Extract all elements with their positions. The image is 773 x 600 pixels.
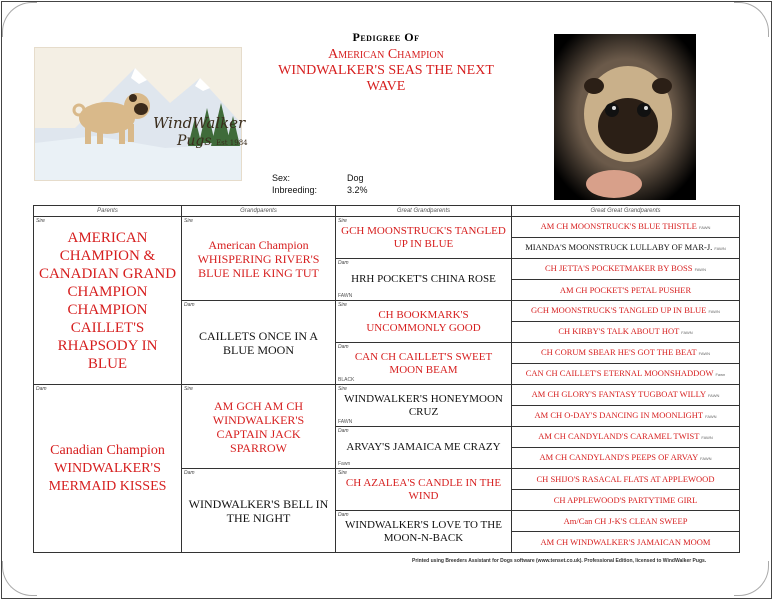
- dam-tag: Dam: [338, 260, 349, 266]
- parent-sire: [34, 217, 182, 385]
- dog-photo: [554, 34, 696, 200]
- great-grandparent-cell: [336, 343, 512, 385]
- great-grandparent-name: ARVAY'S JAMAICA ME CRAZY: [346, 441, 501, 453]
- grandparent-name: WINDWALKER'S BELL IN THE NIGHT: [188, 496, 329, 525]
- logo-name-line2: Pugs: [177, 133, 212, 149]
- ggg-name: CAN CH CAILLET'S ETERNAL MOONSHADDOW: [525, 368, 714, 378]
- grandparent-cell: [182, 301, 336, 385]
- grandparent-title: American Champion: [208, 237, 309, 252]
- dam-tag: Dam: [184, 302, 195, 308]
- ggg-color: FAWN: [699, 225, 711, 230]
- dog-name: WINDWALKER'S SEAS THE NEXT WAVE: [278, 63, 494, 94]
- inbreeding-value: 3.2%: [347, 185, 368, 195]
- ggg-name: CH APPLEWOOD'S PARTYTIME GIRL: [553, 495, 698, 505]
- pedigree-table: [33, 205, 740, 553]
- ggg-color: FAWN: [700, 456, 712, 461]
- sire-tag: Sire: [338, 470, 347, 476]
- pedigree-of-label: Pedigree Of: [352, 30, 420, 44]
- ggg-color: FAWN: [708, 309, 720, 314]
- great-grandparent-name: GCH MOONSTRUCK'S TANGLED UP IN BLUE: [341, 224, 506, 250]
- ggg-name: AM CH WINDWALKER'S JAMAICAN MOOM: [540, 537, 711, 547]
- ggg-name: GCH MOONSTRUCK'S TANGLED UP IN BLUE: [531, 305, 707, 315]
- ggg-name: AM CH CANDYLAND'S PEEPS OF ARVAY: [539, 452, 698, 462]
- ggg-color: FAWN: [705, 414, 717, 419]
- coat-color: FAWN: [338, 419, 353, 425]
- ggg-cell: [512, 280, 740, 301]
- grandparent-cell: [182, 469, 336, 553]
- ggg-name: CH CORUM SBEAR HE'S GOT THE BEAT: [540, 347, 697, 357]
- ggg-cell: [512, 511, 740, 532]
- ggg-name: CH JETTA'S POCKETMAKER BY BOSS: [545, 263, 693, 273]
- great-grandparent-cell: [336, 301, 512, 343]
- parent-dam: [34, 385, 182, 553]
- dam-tag: Dam: [338, 428, 349, 434]
- ggg-color: FAWN: [698, 351, 711, 356]
- great-grandparent-cell: [336, 259, 512, 301]
- ggg-cell: [512, 259, 740, 280]
- ggg-cell: [512, 238, 740, 259]
- grandparent-cell: [182, 217, 336, 301]
- great-grandparent-cell: [336, 511, 512, 553]
- column-header: Great Great Grandparents: [512, 206, 740, 217]
- column-header: Grandparents: [182, 206, 336, 217]
- ggg-name: Am/Can CH J-K'S CLEAN SWEEP: [563, 516, 688, 526]
- great-grandparent-name: WINDWALKER'S LOVE TO THE MOON-N-BACK: [345, 518, 502, 544]
- pedigree-title: [262, 30, 510, 95]
- column-header: Parents: [34, 206, 182, 217]
- great-grandparent-cell: [336, 217, 512, 259]
- logo-name-line1: WindWalker: [153, 114, 246, 132]
- parent-name: AMERICAN CHAMPION & CANADIAN GRAND CHAMPION CHAMPION CAILLET'S RHAPSODY IN BLUE: [38, 229, 177, 372]
- ggg-cell: [512, 532, 740, 553]
- ggg-cell: [512, 217, 740, 238]
- ggg-cell: [512, 448, 740, 469]
- ggg-name: AM CH O-DAY'S DANCING IN MOONLIGHT: [534, 410, 703, 420]
- dam-tag: Dam: [338, 344, 349, 350]
- sex-label: Sex:: [272, 173, 291, 183]
- ggg-color: FAWN: [681, 330, 693, 335]
- ggg-cell: [512, 385, 740, 406]
- ggg-name: AM CH MOONSTRUCK'S BLUE THISTLE: [540, 221, 697, 231]
- great-grandparent-name: WINDWALKER'S HONEYMOON CRUZ: [344, 392, 503, 418]
- ggg-name: CH SHIJO'S RASACAL FLATS AT APPLEWOOD: [536, 474, 715, 484]
- coat-color: FAWN: [338, 293, 353, 299]
- sex-value: Dog: [347, 173, 364, 183]
- column-header: Great Grandparents: [336, 206, 512, 217]
- ggg-name: AM CH CANDYLAND'S CARAMEL TWIST: [538, 431, 700, 441]
- sire-tag: Sire: [338, 302, 347, 308]
- ggg-color: FAWN: [714, 246, 726, 251]
- dog-title: American Champion: [328, 47, 444, 62]
- grandparent-name: CAILLETS ONCE IN A BLUE MOON: [199, 328, 318, 357]
- great-grandparent-cell: [336, 385, 512, 427]
- ggg-cell: [512, 469, 740, 490]
- ggg-cell: [512, 406, 740, 427]
- ggg-cell: [512, 490, 740, 511]
- sire-tag: Sire: [184, 386, 193, 392]
- ggg-cell: [512, 343, 740, 364]
- ggg-name: AM CH GLORY'S FANTASY TUGBOAT WILLY: [531, 389, 706, 399]
- dam-tag: Dam: [36, 386, 47, 392]
- kennel-logo: [34, 47, 248, 181]
- great-grandparent-cell: [336, 469, 512, 511]
- dam-tag: Dam: [338, 512, 349, 518]
- grandparent-name: AM GCH AM CH WINDWALKER'S CAPTAIN JACK SPARROW: [212, 398, 305, 455]
- ggg-cell: [512, 364, 740, 385]
- ggg-name: AM CH POCKET'S PETAL PUSHER: [559, 285, 692, 295]
- ggg-cell: [512, 301, 740, 322]
- parent-name: Canadian Champion WINDWALKER'S MERMAID KISSES: [48, 442, 167, 494]
- sire-tag: Sire: [184, 218, 193, 224]
- great-grandparent-cell: [336, 427, 512, 469]
- grandparent-cell: [182, 385, 336, 469]
- ggg-color: FAWN: [701, 435, 713, 440]
- inbreeding-label: Inbreeding:: [272, 185, 318, 195]
- ggg-color: FAWN: [694, 267, 706, 272]
- ggg-cell: [512, 322, 740, 343]
- dam-tag: Dam: [184, 470, 195, 476]
- ggg-color: Fawn: [715, 372, 726, 377]
- great-grandparent-name: CAN CH CAILLET'S SWEET MOON BEAM: [354, 350, 493, 376]
- sire-tag: Sire: [338, 386, 347, 392]
- ggg-name: CH KIRBY'S TALK ABOUT HOT: [558, 326, 680, 336]
- great-grandparent-name: HRH POCKET'S CHINA ROSE: [351, 273, 496, 285]
- ggg-cell: [512, 427, 740, 448]
- great-grandparent-name: CH BOOKMARK'S UNCOMMONLY GOOD: [366, 308, 481, 334]
- great-grandparent-name: CH AZALEA'S CANDLE IN THE WIND: [345, 476, 502, 502]
- ggg-color: FAWN: [707, 393, 720, 398]
- logo-established: Est 1984: [216, 139, 248, 147]
- software-credit: Printed using Breeders Assistant for Dogs software (www.tenset.co.uk). Professional Edition, licensed to WindWalker Pugs.: [412, 558, 707, 564]
- sire-tag: Sire: [36, 218, 45, 224]
- coat-color: BLACK: [338, 377, 355, 383]
- ggg-name: MIANDA'S MOONSTRUCK LULLABY OF MAR-J.: [525, 242, 713, 252]
- grandparent-name: WHISPERING RIVER'S BLUE NILE KING TUT: [197, 251, 320, 280]
- dog-details: [272, 173, 368, 197]
- coat-color: Fawn: [338, 461, 351, 467]
- sire-tag: Sire: [338, 218, 347, 224]
